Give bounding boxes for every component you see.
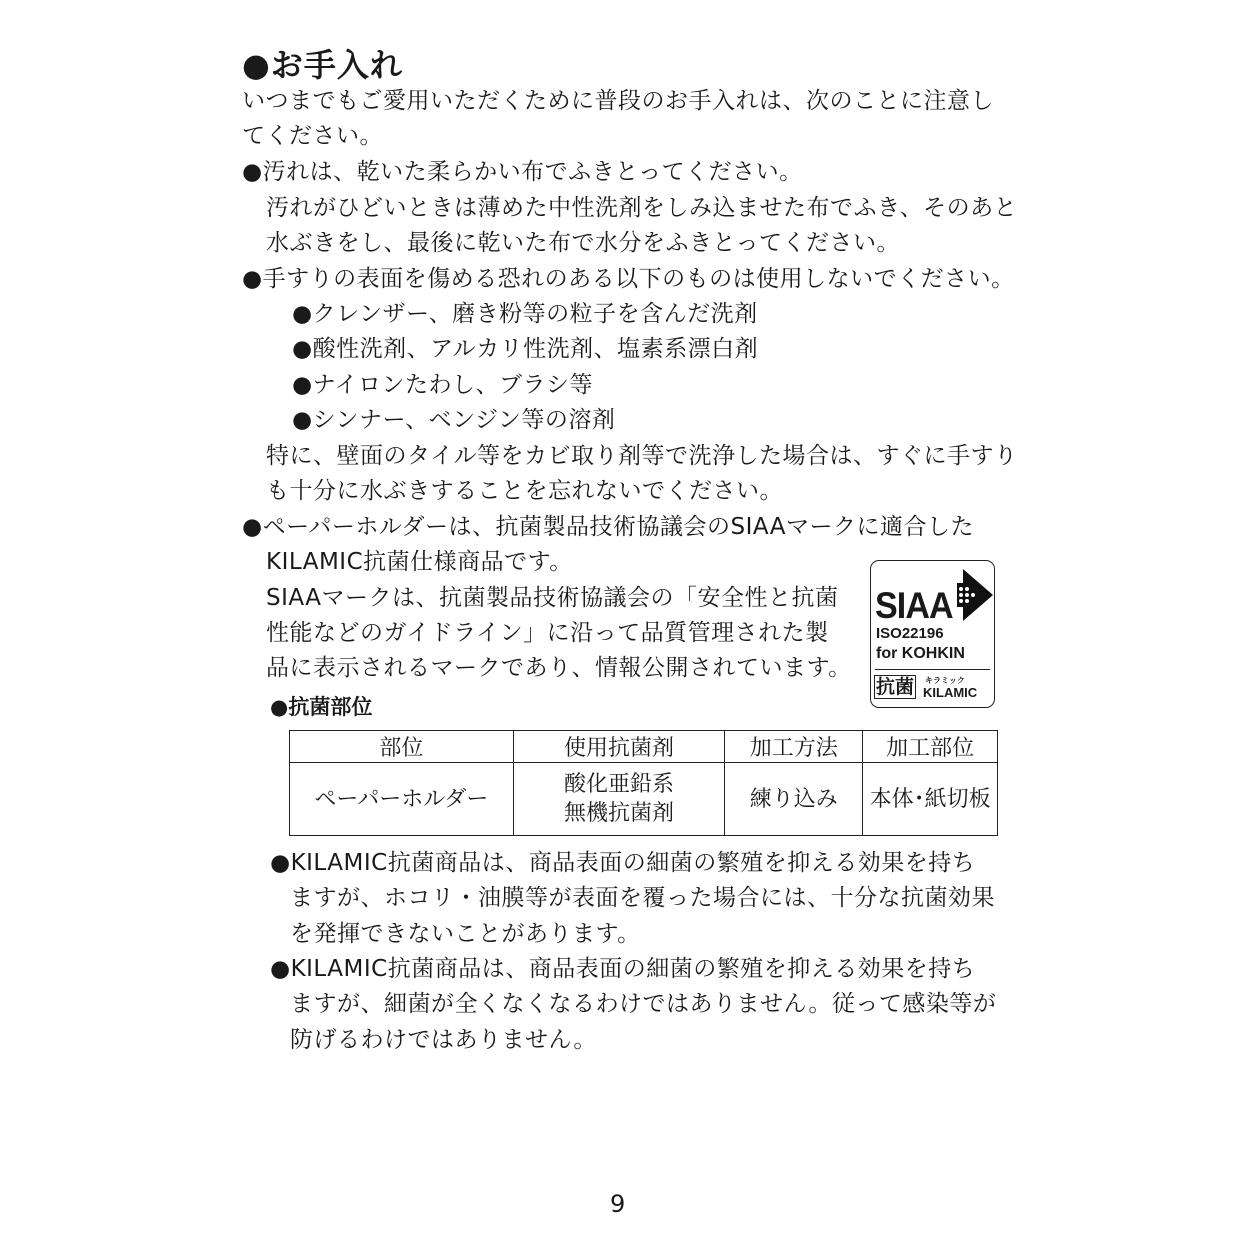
table-header-cell: 部位 [290,731,514,763]
item1-line-1: 汚れは、乾いた柔らかい布でふきとってください。 [262,159,803,185]
item2-line: 手すりの表面を傷める恐れのある以下のものは使用しないでください。 [262,266,1015,292]
logo-kana-text: キラミック [925,676,965,685]
item3-line-4: 性能などのガイドライン」に沿って品質管理された製 [266,620,829,646]
logo-iso-text: ISO22196 [876,625,944,642]
table-cell-location: 本体･紙切板 [863,763,998,836]
siaa-logo [870,560,995,708]
item3-line-5: 品に表示されるマークであり、情報公開されています。 [266,655,852,681]
table-row [290,763,998,836]
item2-subitem-3: ●ナイロンたわし、ブラシ等 [292,372,593,398]
note1-line-1: ●KILAMIC抗菌商品は、商品表面の細菌の繁殖を抑える効果を持ち [270,850,976,876]
agent-line-2: 無機抗菌剤 [563,801,674,826]
bullet-item-3 [242,512,974,542]
table-heading: ●抗菌部位 [270,695,373,719]
note2-line-2: ますが、細菌が全くなくなるわけではありません。従って感染等が [290,991,997,1017]
item2-subitem-1: ●クレンザー、磨き粉等の粒子を含んだ洗剤 [292,301,758,327]
logo-divider [875,669,990,670]
item2-subitem-4: ●シンナー、ベンジン等の溶剤 [292,407,616,433]
bullet-item-1 [242,157,803,187]
item3-line-1: ペーパーホルダーは、抗菌製品技術協議会のSIAAマークに適合した [262,514,974,540]
siaa-arrow-icon [957,569,993,621]
item2-note-line-1: 特に、壁面のタイル等をカビ取り剤等で洗浄した場合は、すぐに手すり [266,443,1018,469]
page-number: 9 [610,1190,626,1218]
logo-kilamic-text: KILAMIC [923,685,978,700]
logo-for-text: for KOHKIN [876,645,965,662]
item2-subitem-2: ●酸性洗剤、アルカリ性洗剤、塩素系漂白剤 [292,336,759,362]
intro-line-2: てください。 [242,123,383,149]
note1-line-2: ますが、ホコリ・油膜等が表面を覆った場合には、十分な抗菌効果 [290,885,995,911]
note1-line-3: を発揮できないことがあります。 [290,921,641,947]
bullet-item-2 [242,264,1015,294]
table-cell-method: 練り込み [725,763,863,836]
table-header-cell: 加工部位 [863,731,998,763]
section-title: ●お手入れ [242,46,403,84]
item2-note-line-2: も十分に水ぶきすることを忘れないでください。 [266,478,783,504]
table-header-cell: 使用抗菌剤 [513,731,725,763]
bullet-dot: ● [242,514,263,540]
intro-line-1: いつまでもご愛用いただくために普段のお手入れは、次のことに注意し [242,88,994,114]
logo-kokin-mark: 抗菌 [876,676,915,698]
note2-line-1: ●KILAMIC抗菌商品は、商品表面の細菌の繁殖を抑える効果を持ち [270,956,976,982]
bullet-dot: ● [242,266,263,292]
item1-line-2: 汚れがひどいときは薄めた中性洗剤をしみ込ませた布でふき、そのあと [266,195,1018,221]
table-header-row [290,731,998,763]
logo-siaa-text: SIAA [875,585,953,626]
table-cell-part: ペーパーホルダー [290,763,514,836]
table-header-cell: 加工方法 [725,731,863,763]
item1-line-3: 水ぶきをし、最後に乾いた布で水分をふきとってください。 [266,230,901,256]
bullet-dot: ● [242,159,263,185]
item3-line-2: KILAMIC抗菌仕様商品です。 [266,549,573,575]
agent-line-1: 酸化亜鉛系 [563,772,674,797]
note2-line-3: 防げるわけではありません。 [290,1027,597,1053]
item3-line-3: SIAAマークは、抗菌製品技術協議会の「安全性と抗菌 [266,585,839,611]
table-cell-agent [513,763,725,836]
antibacterial-spec-table [289,730,998,836]
